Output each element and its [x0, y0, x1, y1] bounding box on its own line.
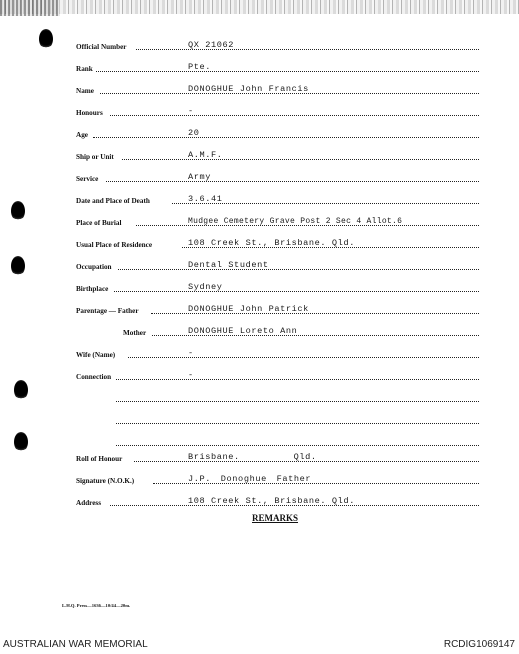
field-value: Army [188, 172, 212, 182]
printer-imprint: L.H.Q. Press—1636—10/44—20m. [62, 603, 131, 608]
remarks-heading: REMARKS [252, 513, 299, 523]
dotted-leader [122, 159, 479, 160]
field-label: Wife (Name) [76, 351, 116, 359]
footer-record-id: RCDIG1069147 [443, 639, 515, 650]
field-value: - [188, 370, 194, 380]
field-value: DONOGHUE John Patrick [188, 304, 309, 314]
dotted-leader [114, 291, 479, 292]
field-ship-or-unit [0, 147, 519, 163]
field-roll-of-honour [0, 449, 519, 465]
field-label: Place of Burial [76, 219, 122, 227]
field-label: Rank [76, 65, 93, 73]
field-value: Mudgee Cemetery Grave Post 2 Sec 4 Allot.6 [188, 217, 403, 226]
field-label: Address [76, 499, 102, 507]
field-value: A.M.F. [188, 150, 223, 160]
field-name [0, 81, 519, 97]
field-value: - [188, 348, 194, 358]
field-signature [0, 471, 519, 487]
field-value: Pte. [188, 62, 212, 72]
dotted-leader [128, 357, 479, 358]
field-rank [0, 59, 519, 75]
field-label: Age [76, 131, 88, 139]
dotted-leader [116, 379, 479, 380]
field-value: 108 Creek St., Brisbane. Qld. [188, 238, 355, 248]
field-value: QX 21062 [188, 40, 235, 50]
dotted-leader [116, 423, 479, 424]
field-place-of-burial [0, 213, 519, 229]
field-official-number [0, 37, 519, 53]
field-label: Occupation [76, 263, 112, 271]
field-label: Ship or Unit [76, 153, 114, 161]
dotted-leader [116, 445, 479, 446]
field-label: Service [76, 175, 99, 183]
field-age [0, 125, 519, 141]
connection-blank-line [0, 433, 519, 449]
dotted-leader [96, 71, 479, 72]
field-label: Honours [76, 109, 103, 117]
field-value: Sydney [188, 282, 223, 292]
field-date-place-death [0, 191, 519, 207]
field-label: Name [76, 87, 94, 95]
field-usual-residence [0, 235, 519, 251]
field-label: Roll of Honour [76, 455, 123, 463]
field-value: DONOGHUE Loreto Ann [188, 326, 298, 336]
field-birthplace [0, 279, 519, 295]
scan-top-edge [0, 0, 519, 14]
field-value: DONOGHUE John Francis [188, 84, 309, 94]
field-value: Brisbane. Qld. [188, 452, 317, 462]
field-occupation [0, 257, 519, 273]
scan-top-corner [0, 0, 60, 16]
field-label: Official Number [76, 43, 127, 51]
field-value: 108 Creek St., Brisbane. Qld. [188, 496, 355, 506]
field-honours [0, 103, 519, 119]
dotted-leader [93, 137, 479, 138]
footer-archive-name: AUSTRALIAN WAR MEMORIAL [3, 639, 148, 650]
field-value: - [188, 106, 194, 116]
field-connection [0, 367, 519, 383]
field-address [0, 493, 519, 509]
field-value: 3.6.41 [188, 194, 223, 204]
field-label: Mother [123, 329, 147, 337]
field-label: Connection [76, 373, 112, 381]
field-value: J.P. Donoghue Father [188, 474, 312, 484]
field-label: Date and Place of Death [76, 197, 150, 205]
field-label: Signature (N.O.K.) [76, 477, 135, 485]
field-father [0, 301, 519, 317]
field-label: Parentage — Father [76, 307, 139, 315]
field-value: Dental Student [188, 260, 269, 270]
field-mother [0, 323, 519, 339]
connection-blank-line [0, 411, 519, 427]
field-label: Usual Place of Residence [76, 241, 153, 249]
dotted-leader [116, 401, 479, 402]
field-service [0, 169, 519, 185]
connection-blank-line [0, 389, 519, 405]
dotted-leader [106, 181, 479, 182]
field-wife [0, 345, 519, 361]
dotted-leader [110, 115, 479, 116]
dotted-leader [118, 269, 479, 270]
field-label: Birthplace [76, 285, 109, 293]
field-value: 20 [188, 128, 200, 138]
